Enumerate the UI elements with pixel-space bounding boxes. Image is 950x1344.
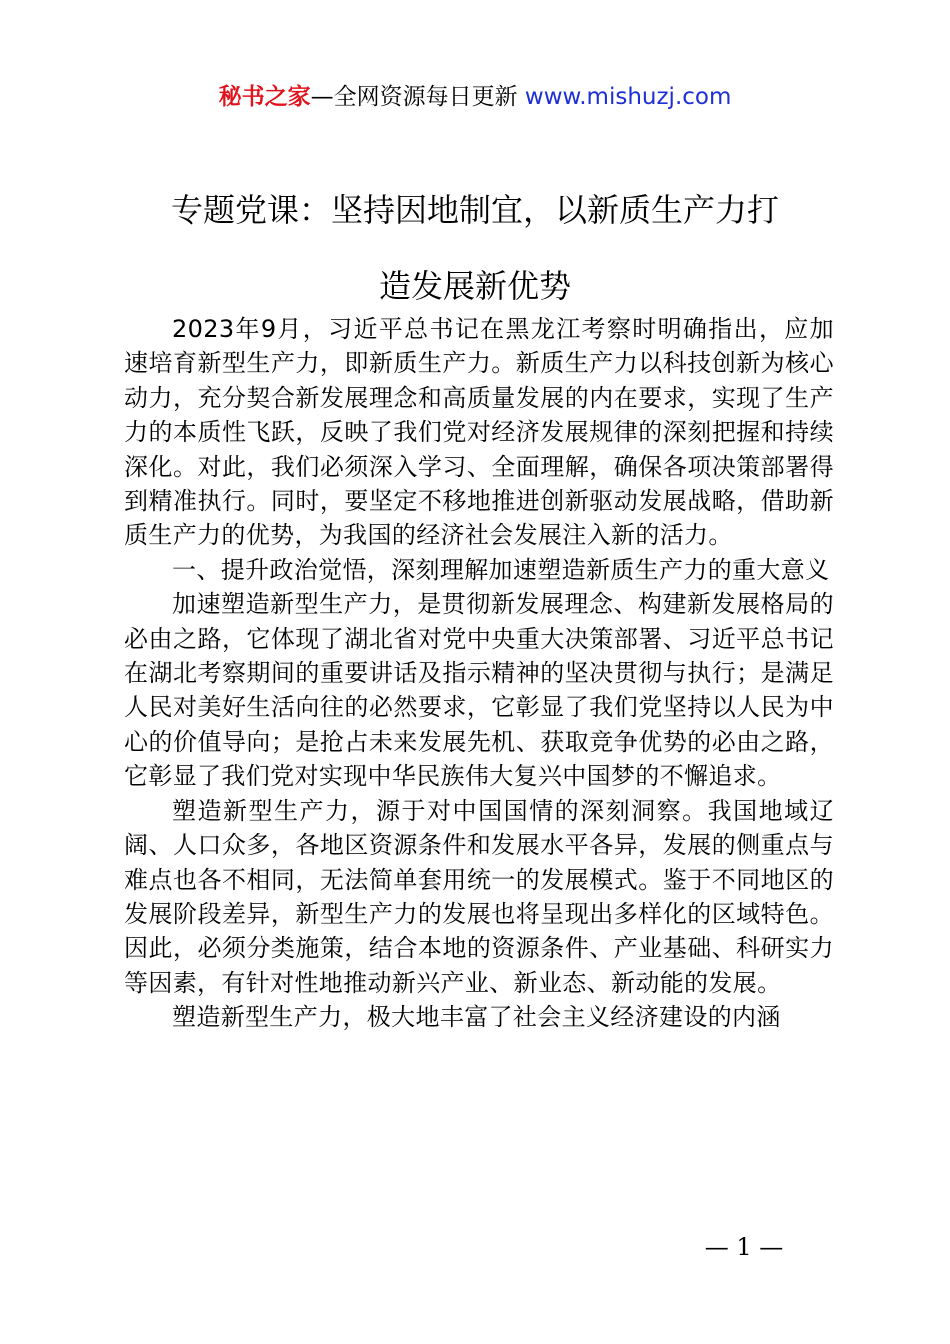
title-line-1: 专题党课：坚持因地制宜，以新质生产力打 — [170, 191, 779, 229]
page-number: — 1 — — [704, 1233, 784, 1261]
brand-name: 秘书之家 — [218, 84, 311, 110]
document-body — [124, 312, 834, 1035]
title-line-2: 造发展新优势 — [378, 267, 571, 305]
paragraph-economic-construction: 塑造新型生产力，极大地丰富了社会主义经济建设的内涵 — [172, 1003, 781, 1032]
header-tagline: —全网资源每日更新 — [310, 84, 525, 110]
paragraph-intro: 2023年9月，习近平总书记在黑龙江考察时明确指出，应加速培育新型生产力，即新质生产力。新质生产力以科技创新为核心动力，充分契合新发展理念和高质量发展的内在要求，实现了生产力的本质性飞跃，反映了我们党对经济发展规律的深刻把握和持续深化。对此，我们必须深入学习、全面理解，确保各项决策部署得到精准执行。同时，要坚定不移地推进创新驱动发展战略，借助新质生产力的优势，为我国的经济社会发展注入新的活力。 — [124, 315, 834, 550]
paragraph-significance: 加速塑造新型生产力，是贯彻新发展理念、构建新发展格局的必由之路，它体现了湖北省对党中央重大决策部署、习近平总书记在湖北考察期间的重要讲话及指示精神的坚决贯彻与执行；是满足人民对美好生活向往的必然要求，它彰显了我们党坚持以人民为中心的价值导向；是抢占未来发展先机、获取竞争优势的必由之路，它彰显了我们党对实现中华民族伟大复兴中国梦的不懈追求。 — [124, 590, 834, 791]
section-heading-1: 一、提升政治觉悟，深刻理解加速塑造新质生产力的重大意义 — [172, 555, 830, 584]
document-title — [125, 172, 825, 324]
website-link[interactable]: www.mishuzj.com — [524, 84, 732, 110]
site-header — [0, 80, 950, 114]
paragraph-national-conditions: 塑造新型生产力，源于对中国国情的深刻洞察。我国地域辽阔、人口众多，各地区资源条件和发展水平各异，发展的侧重点与难点也各不相同，无法简单套用统一的发展模式。鉴于不同地区的发展阶段差异，新型生产力的发展也将呈现出多样化的区域特色。因此，必须分类施策，结合本地的资源条件、产业基础、科研实力等因素，有针对性地推动新兴产业、新业态、新动能的发展。 — [124, 796, 834, 997]
